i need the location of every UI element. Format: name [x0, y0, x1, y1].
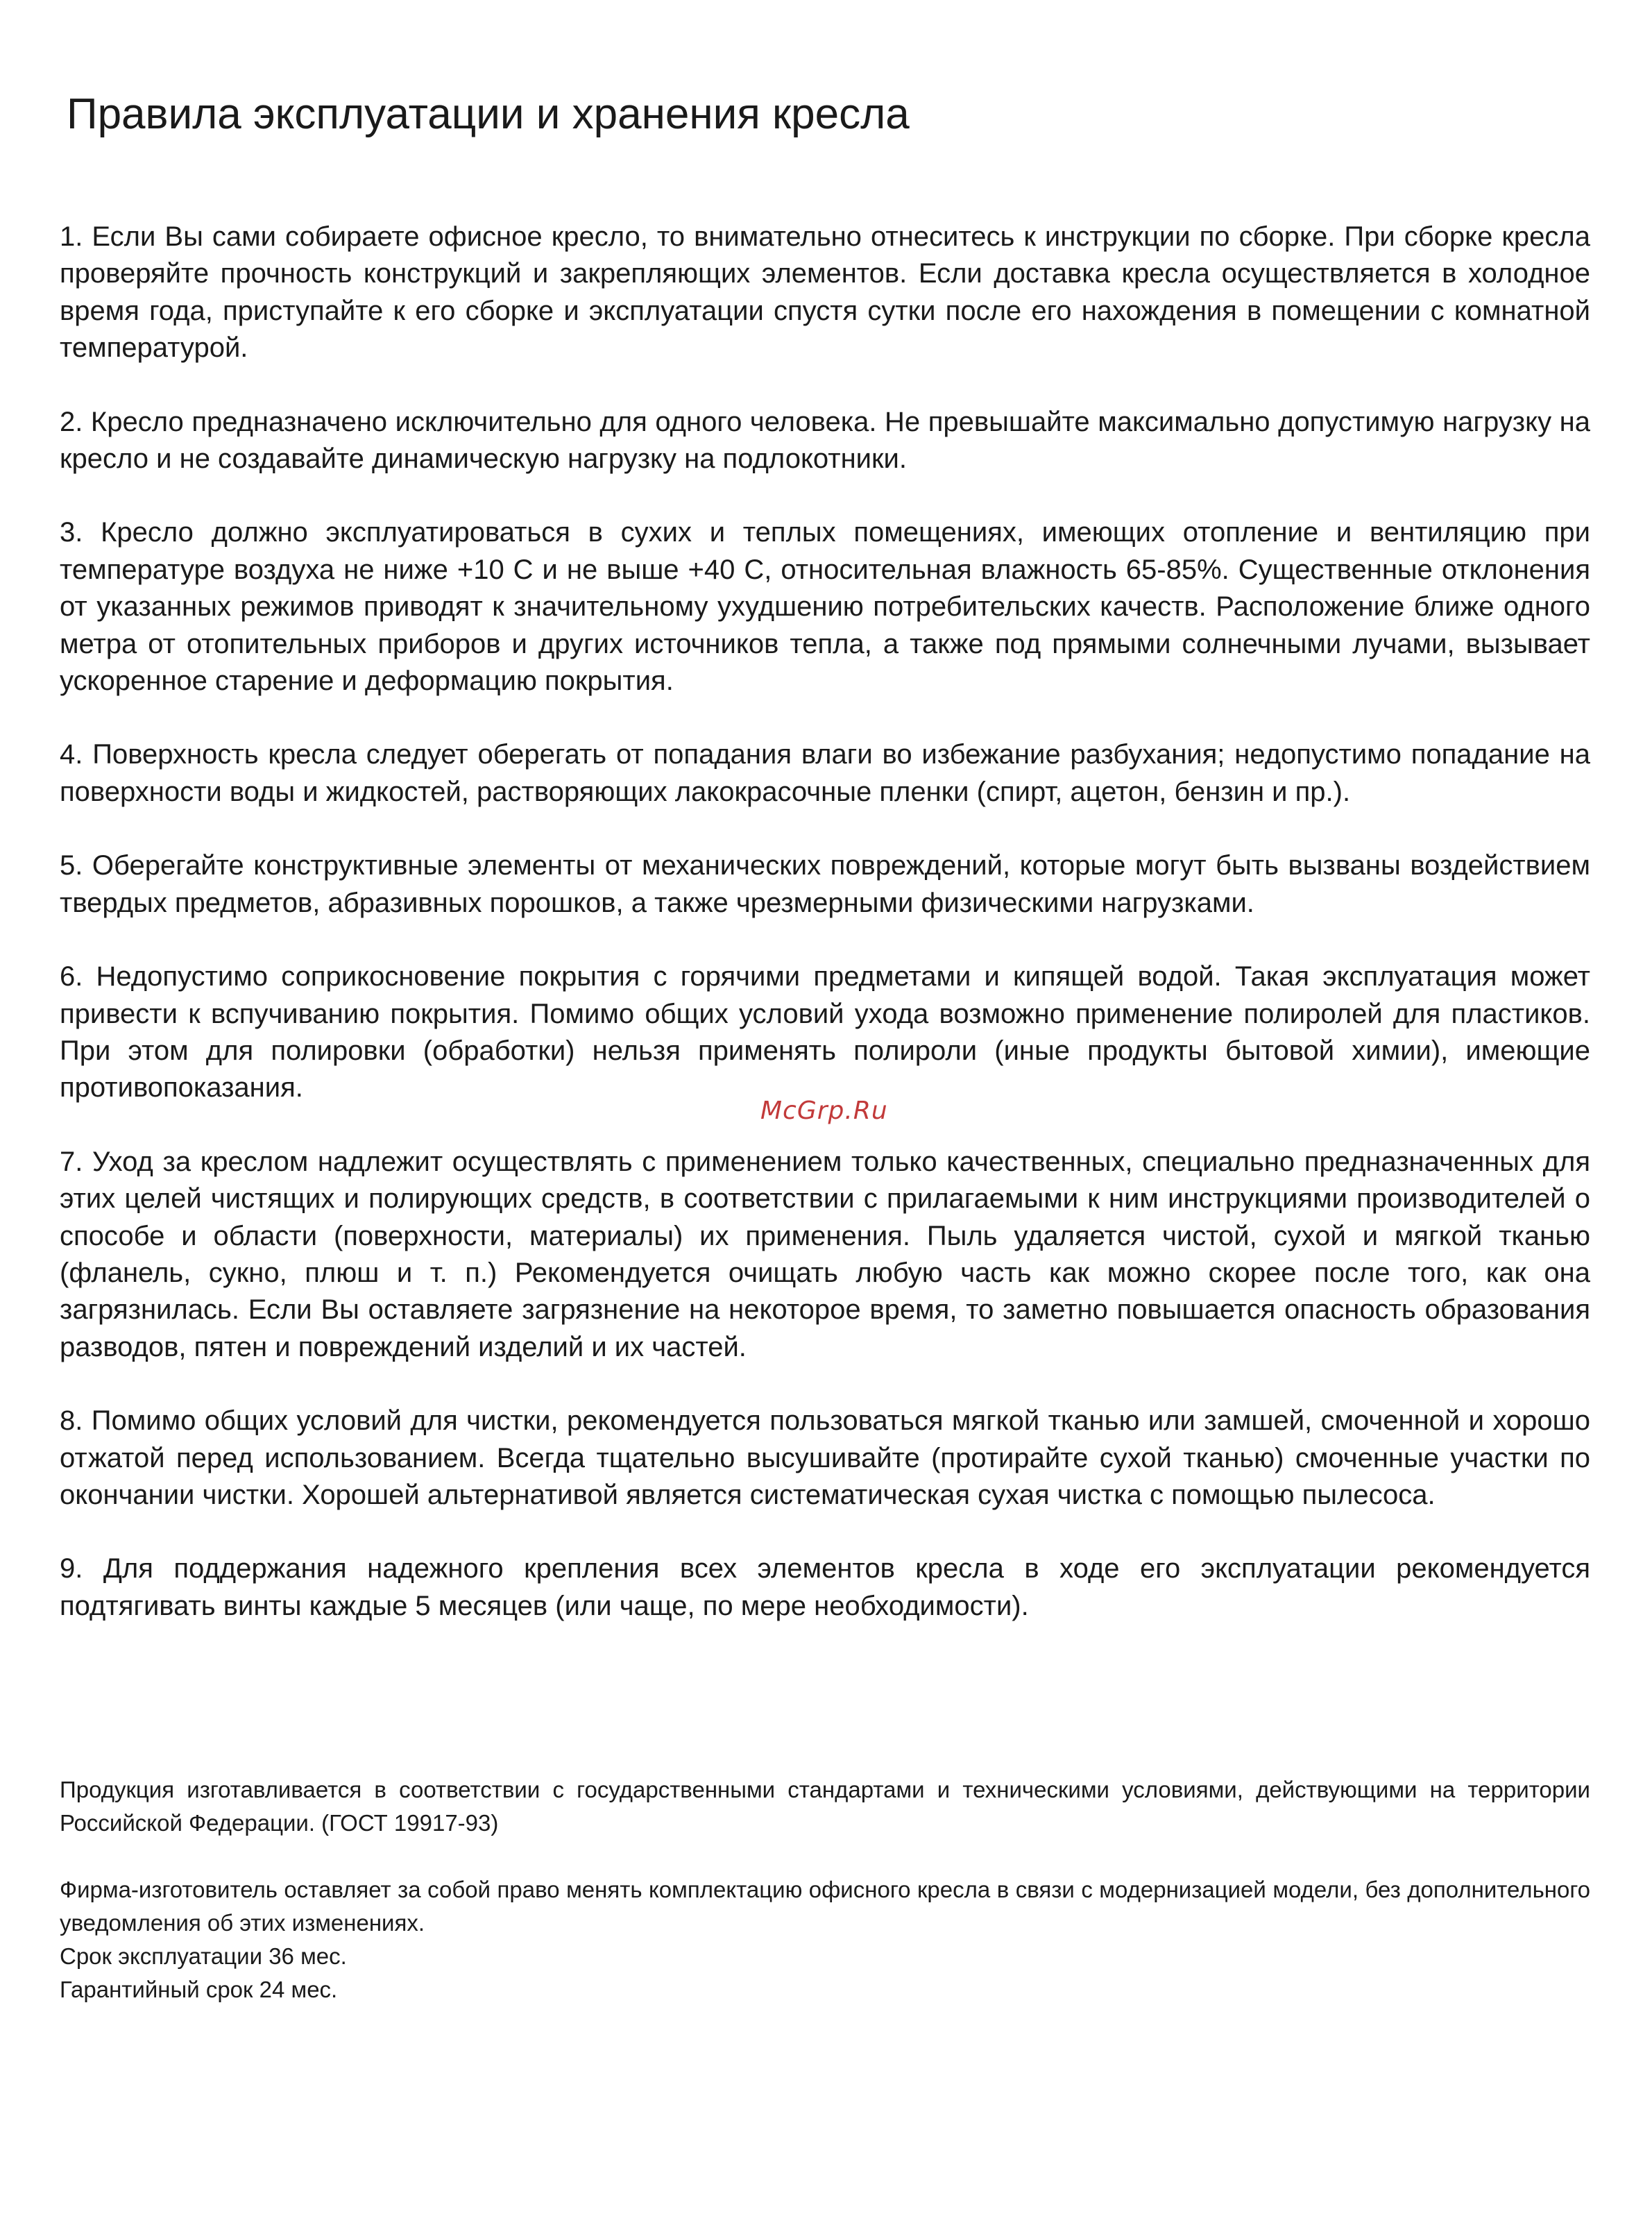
rule-item-8: 8. Помимо общих условий для чистки, рекомендуется пользоваться мягкой тканью или замшей, смоченной и хорошо отжатой перед использованием. Всегда тщательно высушивайте (протирайте сухой тканью) смоченные участки по окончании чистки. Хорошей альтернативой является систематическая сухая чистка с помощью пылесоса. [60, 1405, 1590, 1510]
rules-list [60, 219, 1590, 1662]
rule-item-2: 2. Кресло предназначено исключительно для одного человека. Не превышайте максимально допустимую нагрузку на кресло и не создавайте динамическую нагрузку на подлокотники. [60, 406, 1590, 475]
rule-item-6: 6. Недопустимо соприкосновение покрытия с горячими предметами и кипящей водой. Такая эксплуатация может привести к вспучиванию покрытия. Помимо общих условий ухода возможно применение полиролей для пластиков. При этом для полировки (обработки) нельзя применять полироли (иные продукты бытовой химии), имеющие противопоказания. [60, 961, 1590, 1104]
rule-item-3: 3. Кресло должно эксплуатироваться в сухих и теплых помещениях, имеющих отопление и вентиляцию при температуре воздуха не ниже +10 С и не выше +40 С, относительная влажность 65-85%. Существенные отклонения от указанных режимов приводят к значительному ухудшению потребительских качеств. Расположение ближе одного метра от отопительных приборов и других источников тепла, а также под прямыми солнечными лучами, вызывает ускоренное старение и деформацию покрытия. [60, 517, 1590, 697]
warranty-period: Гарантийный срок 24 мес. [60, 1977, 338, 2002]
service-life: Срок эксплуатации 36 мес. [60, 1943, 347, 1969]
watermark: McGrp.Ru [760, 1097, 888, 1125]
page-title: Правила эксплуатации и хранения кресла [67, 90, 910, 138]
rule-item-1: 1. Если Вы сами собираете офисное кресло, то внимательно отнеситесь к инструкции по сборке. При сборке кресла проверяйте прочность конструкций и закрепляющих элементов. Если доставка кресла осуществляется в холодное время года, приступайте к его сборке и эксплуатации спустя сутки после его нахождения в помещении с комнатной температурой. [60, 221, 1590, 364]
manufacturer-note: Фирма-изготовитель оставляет за собой право менять комплектацию офисного кресла в связи с модернизацией модели, без дополнительного уведомления об этих изменениях. [60, 1877, 1590, 1936]
rule-item-5: 5. Оберегайте конструктивные элементы от механических повреждений, которые могут быть вызваны воздействием твердых предметов, абразивных порошков, а также чрезмерными физическими нагрузками. [60, 850, 1590, 918]
rule-item-4: 4. Поверхность кресла следует оберегать от попадания влаги во избежание разбухания; недопустимо попадание на поверхности воды и жидкостей, растворяющих лакокрасочные пленки (спирт, ацетон, бензин и пр.). [60, 739, 1590, 807]
rule-item-7: 7. Уход за креслом надлежит осуществлять с применением только качественных, специально предназначенных для этих целей чистящих и полирующих средств, в соответствии с прилагаемыми к ним инструкциями производителей о способе и области (поверхности, материалы) их применения. Пыль удаляется чистой, сухой и мягкой тканью (фланель, сукно, плюш и т. п.) Рекомендуется очищать любую часть как можно скорее после того, как она загрязнилась. Если Вы оставляете загрязнение на некоторое время, то заметно повышается опасность образования разводов, пятен и повреждений изделий и их частей. [60, 1146, 1590, 1362]
standards-note: Продукция изготавливается в соответствии с государственными стандартами и техническими условиями, действующими на территории Российской Федерации. (ГОСТ 19917-93) [60, 1777, 1590, 1836]
footer [60, 1773, 1590, 2006]
rule-item-9: 9. Для поддержания надежного крепления всех элементов кресла в ходе его эксплуатации рекомендуется подтягивать винты каждые 5 месяцев (или чаще, по мере необходимости). [60, 1553, 1590, 1621]
